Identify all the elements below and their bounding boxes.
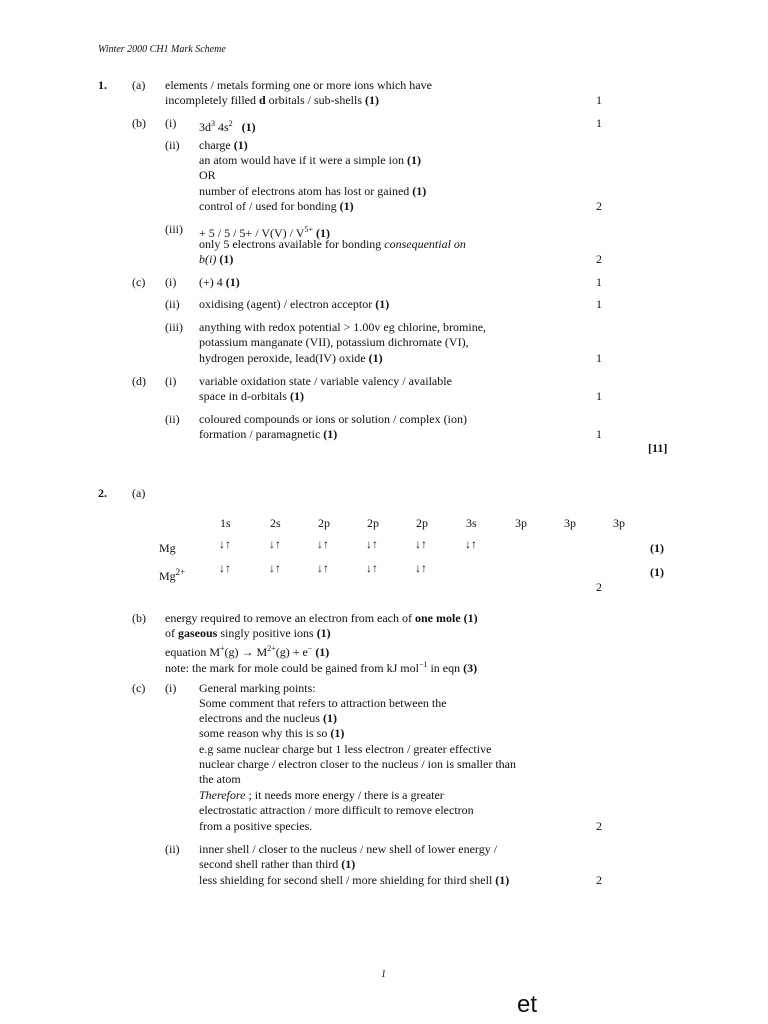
q2a-marks: 2 — [596, 580, 602, 594]
q1ciii-label: (iii) — [165, 320, 183, 334]
q1ciii-marks: 1 — [596, 351, 602, 365]
q1cii-label: (ii) — [165, 297, 180, 311]
orbital-label: 3p — [613, 516, 625, 530]
q2b-line2: of gaseous singly positive ions (1) — [165, 626, 331, 640]
spin-pair: ↓↑ — [269, 561, 281, 575]
q1bi-marks: 1 — [596, 116, 602, 130]
spin-pair: ↓↑ — [415, 537, 427, 551]
mg-mark: (1) — [650, 541, 664, 555]
q2ci-line7: the atom — [199, 772, 241, 786]
q1biii-marks: 2 — [596, 252, 602, 266]
spin-pair: ↓↑ — [415, 561, 427, 575]
q2-number: 2. — [98, 486, 107, 500]
q1biii-line2: only 5 electrons available for bonding consequential on — [199, 237, 466, 251]
q2b-equation: equation $M^+(g) \to M^{2+}(g) + e^-$ (1) — [165, 644, 330, 659]
orbital-label: 3p — [564, 516, 576, 530]
q2ci-line9: electrostatic attraction / more difficult to remove electron — [199, 803, 474, 817]
spin-pair: ↓↑ — [465, 537, 477, 551]
q1di-line1: variable oxidation state / variable valency / available — [199, 374, 452, 388]
q1di-marks: 1 — [596, 389, 602, 403]
q1bii-line2: an atom would have if it were a simple ion (1) — [199, 153, 421, 167]
orbital-label: 3s — [466, 516, 477, 530]
mg2-mark: (1) — [650, 565, 664, 579]
q1ciii-line1: anything with redox potential > 1.00v eg chlorine, bromine, — [199, 320, 487, 334]
q1bii-line3: OR — [199, 168, 216, 182]
q2ci-marks: 2 — [596, 819, 602, 833]
spin-pair: ↓↑ — [219, 537, 231, 551]
q2ci-line4: some reason why this is so (1) — [199, 726, 345, 740]
orbital-label: 2s — [270, 516, 281, 530]
q1ci-marks: 1 — [596, 275, 602, 289]
q1-number: 1. — [98, 78, 107, 92]
q2ci-line3: electrons and the nucleus (1) — [199, 711, 337, 725]
spin-pair: ↓↑ — [317, 561, 329, 575]
spin-pair: ↓↑ — [219, 561, 231, 575]
q2a-label: (a) — [132, 486, 146, 500]
q1dii-marks: 1 — [596, 427, 602, 441]
q2ci-line1: General marking points: — [199, 681, 316, 695]
q1di-line2: space in d-orbitals (1) — [199, 389, 304, 403]
q1bi-label: (i) — [165, 116, 177, 130]
q1dii-label: (ii) — [165, 412, 180, 426]
q1b-label: (b) — [132, 116, 146, 130]
q1d-label: (d) — [132, 374, 146, 388]
q2cii-line1: inner shell / closer to the nucleus / new shell of lower energy / — [199, 842, 498, 856]
q2cii-line3: less shielding for second shell / more shielding for third shell (1) — [199, 873, 510, 887]
orbital-label: 1s — [220, 516, 231, 530]
q2ci-line5: e.g same nuclear charge but 1 less electron / greater effective — [199, 742, 492, 756]
q2b-line1: energy required to remove an electron from each of one mole (1) — [165, 611, 478, 625]
q2c-label: (c) — [132, 681, 146, 695]
q1a-marks: 1 — [596, 93, 602, 107]
q1a-line2: incompletely filled d orbitals / sub-shells (1) — [165, 93, 379, 107]
spin-pair: ↓↑ — [269, 537, 281, 551]
q2ci-line6: nuclear charge / electron closer to the nucleus / ion is smaller than — [199, 757, 516, 771]
mg-label: Mg — [159, 541, 176, 555]
q1biii-label: (iii) — [165, 222, 183, 236]
q1-total: [11] — [648, 441, 668, 455]
q1c-label: (c) — [132, 275, 146, 289]
q1bii-line4: number of electrons atom has lost or gained (1) — [199, 184, 427, 198]
q1biii-line3: b(i) (1) — [199, 252, 234, 266]
page-header: Winter 2000 CH1 Mark Scheme — [98, 44, 226, 55]
q1cii-text: oxidising (agent) / electron acceptor (1) — [199, 297, 390, 311]
q1ci-label: (i) — [165, 275, 177, 289]
q1ciii-line3: hydrogen peroxide, lead(IV) oxide (1) — [199, 351, 383, 365]
orbital-label: 2p — [318, 516, 330, 530]
orbital-label: 3p — [515, 516, 527, 530]
spin-pair: ↓↑ — [366, 537, 378, 551]
mg2-label: $Mg^{2+}$ — [159, 567, 186, 583]
watermark-text: et — [517, 991, 538, 1018]
q2cii-marks: 2 — [596, 873, 602, 887]
q1ciii-line2: potassium manganate (VII), potassium dichromate (VI), — [199, 335, 469, 349]
q2ci-label: (i) — [165, 681, 177, 695]
q2ci-line10: from a positive species. — [199, 819, 313, 833]
q1a-line1: elements / metals forming one or more ions which have — [165, 78, 432, 92]
q1biii-line1: + $5 / 5 / 5+ / V(V) / V^{5+}$ (1) — [199, 225, 330, 240]
q2b-note: note: the mark for mole could be gained from kJ mol$^{-1}$ in eqn (3) — [165, 660, 478, 675]
q2cii-line2: second shell rather than third (1) — [199, 857, 356, 871]
q1dii-line2: formation / paramagnetic (1) — [199, 427, 338, 441]
spin-pair: ↓↑ — [317, 537, 329, 551]
q1a-label: (a) — [132, 78, 146, 92]
q2ci-line2: Some comment that refers to attraction between the — [199, 696, 447, 710]
q1bii-label: (ii) — [165, 138, 180, 152]
orbital-label: 2p — [416, 516, 428, 530]
q1bi-text: $3d^3$ $4s^2$ (1) — [199, 119, 256, 134]
q1dii-line1: coloured compounds or ions or solution / complex (ion) — [199, 412, 467, 426]
q1bii-marks: 2 — [596, 199, 602, 213]
spin-pair: ↓↑ — [366, 561, 378, 575]
q1cii-marks: 1 — [596, 297, 602, 311]
q2cii-label: (ii) — [165, 842, 180, 856]
q2ci-line8: Therefore ; it needs more energy / there is a greater — [199, 788, 444, 802]
q2b-label: (b) — [132, 611, 146, 625]
q1di-label: (i) — [165, 374, 177, 388]
page-number: 1 — [381, 969, 386, 980]
q1bii-line5: control of / used for bonding (1) — [199, 199, 354, 213]
orbital-label: 2p — [367, 516, 379, 530]
q1ci-text: (+) 4 (1) — [199, 275, 240, 289]
q1bii-line1: charge (1) — [199, 138, 248, 152]
